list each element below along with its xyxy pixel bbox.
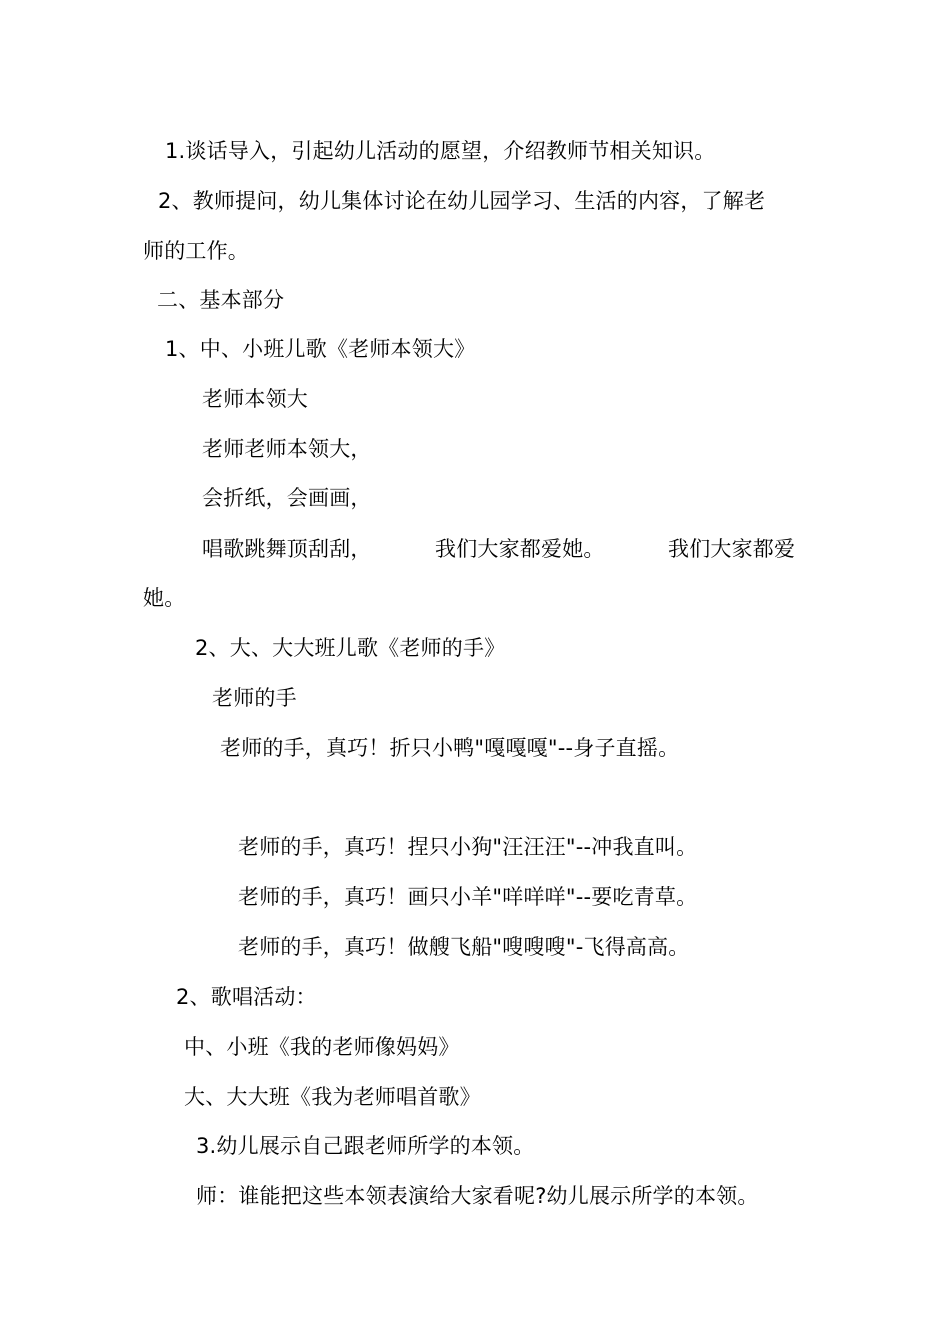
singing-item-1: 中、小班《我的老师像妈妈》 bbox=[184, 1035, 460, 1059]
poem-2-line-1: 老师的手，真巧！折只小鸭"嘎嘎嘎"--身子直摇。 bbox=[220, 736, 680, 760]
part-1-title: 1、中、小班儿歌《老师本领大》 bbox=[165, 337, 476, 361]
poem-1-line-3-continued: 她。 bbox=[143, 586, 186, 610]
poem-2-line-2: 老师的手，真巧！捏只小狗"汪汪汪"--冲我直叫。 bbox=[238, 835, 698, 859]
intro-step-1: 1.谈话导入，引起幼儿活动的愿望，介绍教师节相关知识。 bbox=[165, 139, 716, 163]
poem-1-line-3-part-b: 我们大家都爱她。 bbox=[435, 537, 605, 561]
part-2-title: 2、大、大大班儿歌《老师的手》 bbox=[195, 636, 506, 660]
section-heading-basic: 二、基本部分 bbox=[157, 288, 285, 312]
intro-step-2: 2、教师提问，幼儿集体讨论在幼儿园学习、生活的内容，了解老 bbox=[158, 189, 766, 213]
poem-1-line-3-part-a: 唱歌跳舞顶刮刮， bbox=[202, 537, 372, 561]
poem-1-line-2: 会折纸，会画画， bbox=[202, 486, 372, 510]
singing-activity-title: 2、歌唱活动： bbox=[176, 985, 317, 1009]
singing-item-2: 大、大大班《我为老师唱首歌》 bbox=[184, 1085, 481, 1109]
poem-1-line-3-part-c: 我们大家都爱 bbox=[668, 537, 796, 561]
poem-1-title: 老师本领大 bbox=[202, 387, 308, 411]
poem-1-line-1: 老师老师本领大， bbox=[202, 437, 372, 461]
poem-2-title: 老师的手 bbox=[212, 686, 297, 710]
poem-2-line-4: 老师的手，真巧！做艘飞船"嗖嗖嗖"-飞得高高。 bbox=[238, 935, 690, 959]
intro-step-2-continued: 师的工作。 bbox=[143, 239, 249, 263]
teacher-prompt: 师：谁能把这些本领表演给大家看呢?幼儿展示所学的本领。 bbox=[196, 1184, 759, 1208]
show-skills-step: 3.幼儿展示自己跟老师所学的本领。 bbox=[196, 1134, 535, 1158]
poem-2-line-3: 老师的手，真巧！画只小羊"咩咩咩"--要吃青草。 bbox=[238, 885, 698, 909]
